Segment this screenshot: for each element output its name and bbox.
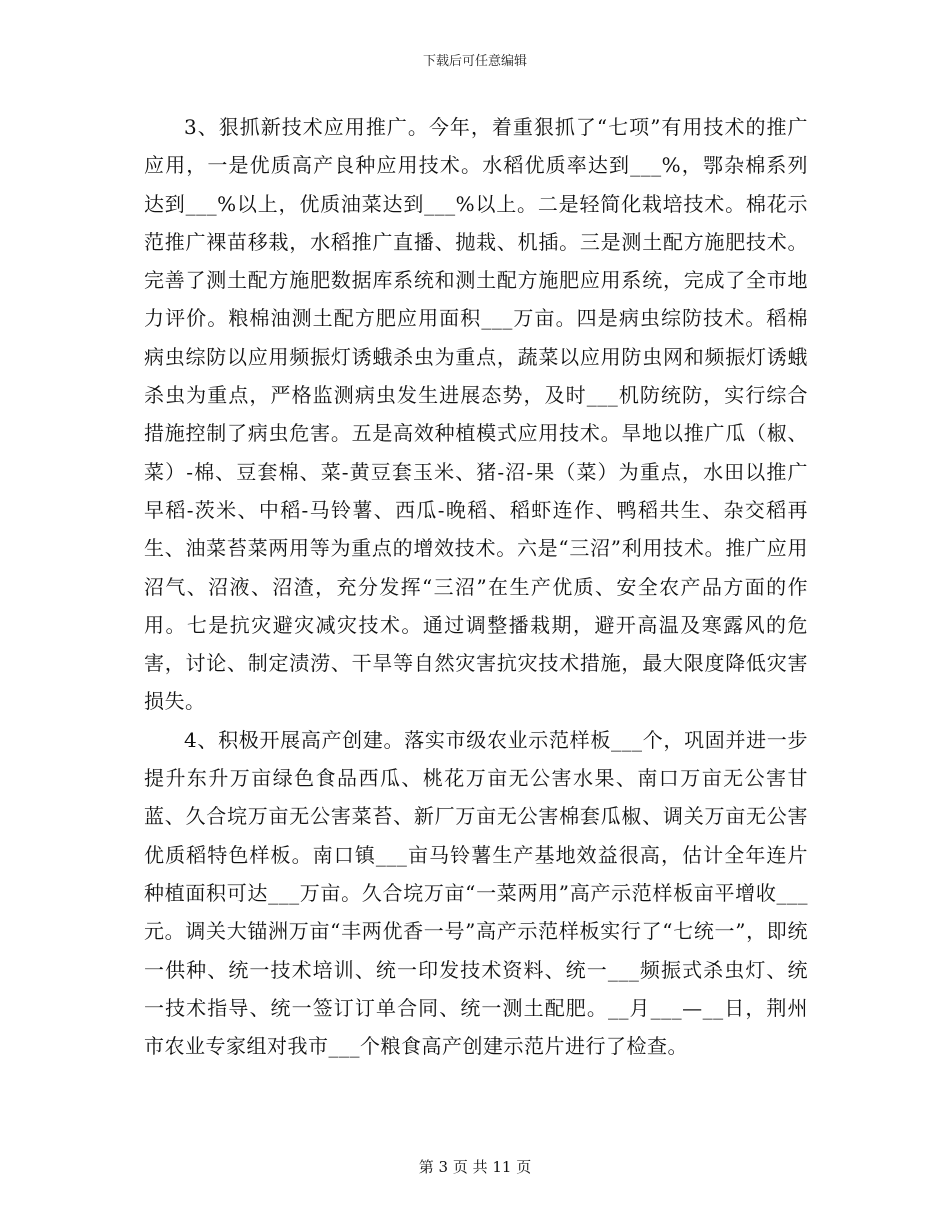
page-header: 下载后可任意编辑 [422,54,527,69]
page-number: 第 3 页 共 11 页 [418,1158,532,1176]
paragraph-tech-promotion: 3、狠抓新技术应用推广。今年，着重狠抓了“七项”有用技术的推广应用，一是优质高产良种应用技术。水稻优质率达到___%，鄂杂棉系列达到___%以上，优质油菜达到___%以上。二是轻简化栽培技术。棉花示范推广裸苗移栽，水稻推广直播、抛栽、机插。三是测土配方施肥技术。完善了测土配方施肥数据库系统和测土配方施肥应用系统，完成了全市地力评价。粮棉油测土配方肥应用面积___万亩。四是病虫综防技术。稻棉病虫综防以应用频振灯诱蛾杀虫为重点，蔬菜以应用防虫网和频振灯诱蛾杀虫为重点，严格监测病虫发生进展态势，及时___机防统防，实行综合措施控制了病虫危害。五是高效种植模式应用技术。旱地以推广瓜（椒、菜）-棉、豆套棉、菜-黄豆套玉米、猪-沼-果（菜）为重点，水田以推广早稻-茨米、中稻-马铃薯、西瓜-晚稻、稻虾连作、鸭稻共生、杂交稻再生、油菜苔菜两用等为重点的增效技术。六是“三沼”利用技术。推广应用沼气、沼液、沼渣，充分发挥“三沼”在生产优质、安全农产品方面的作用。七是抗灾避灾减灾技术。通过调整播栽期，避开高温及寒露风的危害，讨论、制定渍涝、干旱等自然灾害抗灾技术措施，最大限度降低灾害损失。 [144,115,808,714]
paragraph-high-yield: 4、积极开展高产创建。落实市级农业示范样板___个，巩固并进一步提升东升万亩绿色食品西瓜、桃花万亩无公害水果、南口万亩无公害甘蓝、久合垸万亩无公害菜苔、新厂万亩无公害棉套瓜椒、调关万亩无公害优质稻特色样板。南口镇___亩马铃薯生产基地效益很高，估计全年连片种植面积可达___万亩。久合垸万亩“一菜两用”高产示范样板亩平增收___元。调关大锚洲万亩“丰两优香一号”高产示范样板实行了“七统一”，即统一供种、统一技术培训、统一印发技术资料、统一___频振式杀虫灯、统一技术指导、统一签订订单合同、统一测土配肥。__月___—__日，荆州市农业专家组对我市___个粮食高产创建示范片进行了检查。 [144,727,808,1059]
document-body [144,108,808,1065]
